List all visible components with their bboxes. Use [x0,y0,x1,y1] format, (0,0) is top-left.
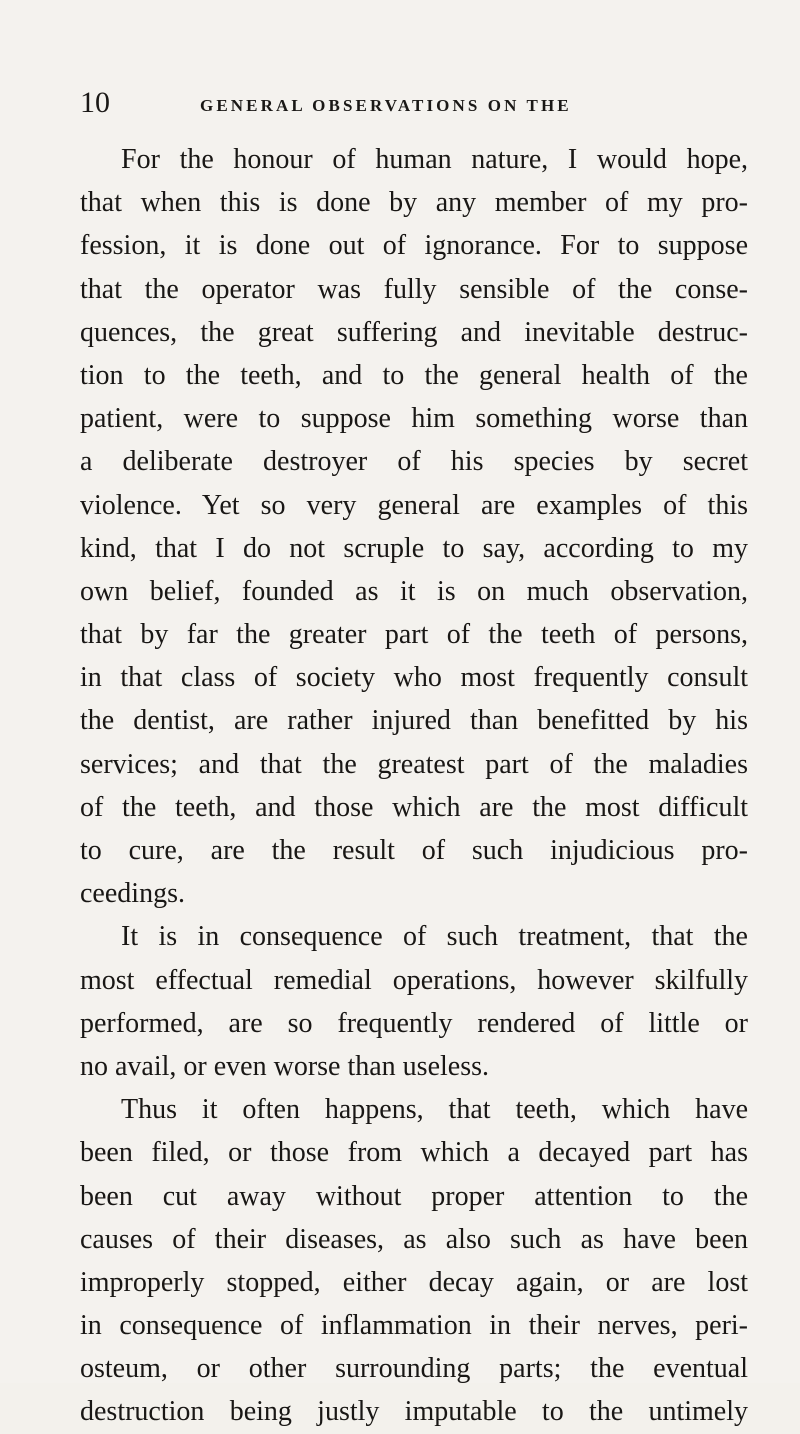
text-line: quences, the great suffering and inevitable destruc- [80,316,748,348]
text-line: tion to the teeth, and to the general health of the [80,359,748,391]
text-line: most effectual remedial operations, however skilfully [80,964,748,996]
text-line: ceedings. [80,878,185,910]
text-line: It is in consequence of such treatment, that the [121,921,748,953]
text-line: violence. Yet so very general are examples of this [80,489,748,521]
text-line: that the operator was fully sensible of the conse- [80,273,748,305]
body-text [80,138,748,1434]
text-line: destruction being justly imputable to the untimely [80,1396,748,1428]
text-line: to cure, are the result of such injudicious pro- [80,835,748,866]
text-line: causes of their diseases, as also such as have been [80,1223,748,1255]
text-line: been filed, or those from which a decayed part has [80,1137,748,1169]
page-number: 10 [80,86,110,119]
text-line: kind, that I do not scruple to say, according to my [80,532,748,564]
text-line: Thus it often happens, that teeth, which have [121,1094,748,1126]
text-line: of the teeth, and those which are the most difficult [80,791,748,823]
running-head: GENERAL OBSERVATIONS ON THE [200,96,572,115]
page-header [0,88,800,128]
text-line: that by far the greater part of the teeth of persons, [80,619,748,651]
text-line: in that class of society who most frequently consult [80,662,748,694]
text-line: services; and that the greatest part of the maladies [80,748,748,780]
text-line: performed, are so frequently rendered of little or [80,1007,748,1039]
text-line: no avail, or even worse than useless. [80,1050,489,1082]
text-line: in consequence of inflammation in their nerves, peri- [80,1310,748,1342]
text-line: own belief, founded as it is on much observation, [80,575,748,607]
text-line: improperly stopped, either decay again, or are lost [80,1266,748,1298]
text-line: that when this is done by any member of my pro- [80,187,748,219]
text-line: a deliberate destroyer of his species by secret [80,446,748,478]
text-line: osteum, or other surrounding parts; the eventual [80,1353,748,1385]
text-line: the dentist, are rather injured than benefitted by his [80,705,748,737]
text-line: fession, it is done out of ignorance. For to suppose [80,230,748,262]
text-line: For the honour of human nature, I would hope, [121,144,748,175]
text-line: patient, were to suppose him something worse than [80,403,748,435]
text-line: been cut away without proper attention to the [80,1180,748,1212]
